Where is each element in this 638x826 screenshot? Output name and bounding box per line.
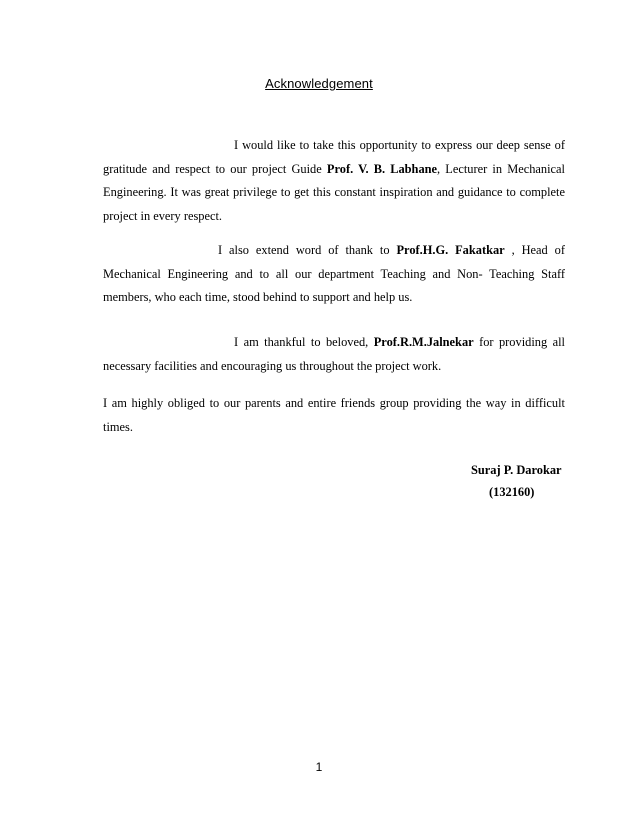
paragraph-hod-thanks [103,239,565,310]
hod-name: Prof.H.G. Fakatkar [396,243,505,257]
paragraph-principal-thanks [103,331,565,378]
paragraph-text: I also extend word of thank to [218,243,397,257]
paragraph-text: for providing all necessary facilities and encouraging us throughout the project work. [103,335,565,373]
paragraph-text: , Lecturer in Mechanical Engineering. It was great privilege to get this constant inspiration and guidance to complete project in every respect. [103,161,565,223]
document-title: Acknowledgement [265,76,373,91]
paragraph-guide-thanks [103,134,565,228]
paragraph-family-thanks [103,392,565,439]
paragraph-text: , Head of Mechanical Engineering and to all our department Teaching and Non- Teaching Staff members, who each time, stood behind to support and help us. [103,243,565,304]
principal-name: Prof.R.M.Jalnekar [373,335,474,349]
paragraph-text: I am thankful to beloved, [234,335,374,349]
signature-id: (132160) [489,485,535,499]
guide-name: Prof. V. B. Labhane [326,161,438,176]
signature-name: Suraj P. Darokar [471,463,562,477]
paragraph-text: I would like to take this opportunity to express our deep sense of gratitude and respect to our project Guide [103,138,565,176]
page-number: 1 [315,760,323,774]
paragraph-text: I am highly obliged to our parents and entire friends group providing the way in difficult times. [103,396,565,434]
